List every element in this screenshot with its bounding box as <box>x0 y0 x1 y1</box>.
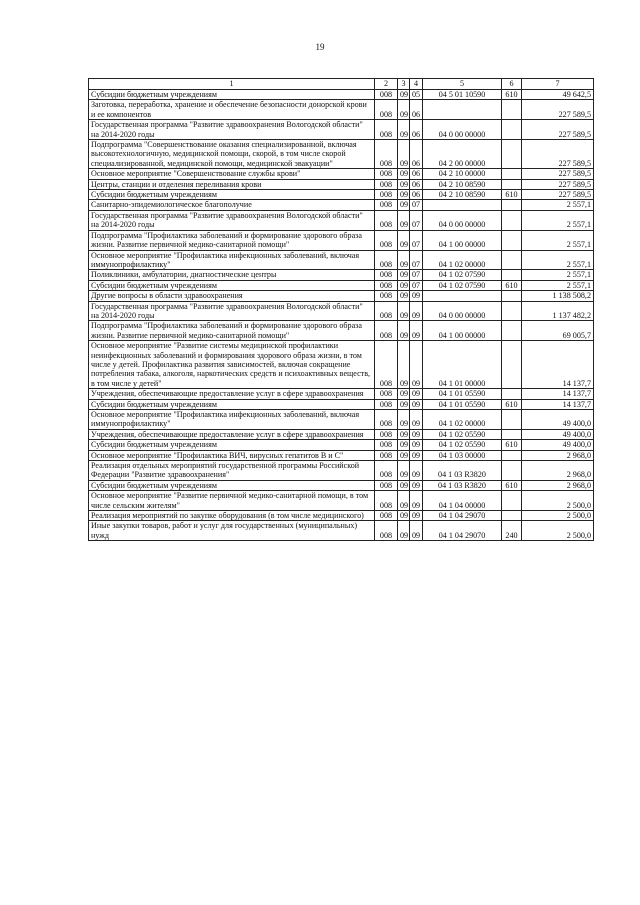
table-row <box>89 521 594 541</box>
header-row <box>89 79 594 90</box>
target-article-code: 04 5 01 10590 <box>423 90 502 100</box>
amount: 2 557,1 <box>522 250 594 270</box>
expense-type-code: 240 <box>502 521 522 541</box>
section-code: 09 <box>398 169 410 179</box>
row-name: Центры, станции и отделения переливания крови <box>89 179 375 189</box>
subsection-code: 06 <box>410 190 423 200</box>
expense-type-code <box>502 140 522 169</box>
section-code: 09 <box>398 341 410 389</box>
target-article-code: 04 2 10 00000 <box>423 169 502 179</box>
expense-type-code <box>502 250 522 270</box>
subsection-code: 09 <box>410 461 423 481</box>
subsection-code: 06 <box>410 169 423 179</box>
subsection-code: 09 <box>410 301 423 321</box>
ministry-code: 008 <box>375 291 398 301</box>
table-row <box>89 399 594 409</box>
subsection-code: 06 <box>410 100 423 120</box>
ministry-code: 008 <box>375 410 398 430</box>
expense-type-code <box>502 341 522 389</box>
subsection-code: 06 <box>410 120 423 140</box>
target-article-code: 04 1 02 05590 <box>423 429 502 439</box>
subsection-code: 09 <box>410 480 423 490</box>
ministry-code: 008 <box>375 480 398 490</box>
section-code: 09 <box>398 250 410 270</box>
amount: 2 968,0 <box>522 480 594 490</box>
expense-type-code: 610 <box>502 90 522 100</box>
table-row <box>89 169 594 179</box>
table-row <box>89 210 594 230</box>
section-code: 09 <box>398 450 410 460</box>
table-row <box>89 100 594 120</box>
table-row <box>89 179 594 189</box>
row-name: Санитарно-эпидемиологическое благополучие <box>89 200 375 210</box>
amount: 2 557,1 <box>522 230 594 250</box>
subsection-code: 09 <box>410 321 423 341</box>
header-cell: 2 <box>375 79 398 90</box>
ministry-code: 008 <box>375 461 398 481</box>
target-article-code: 04 2 10 08590 <box>423 179 502 189</box>
subsection-code: 07 <box>410 210 423 230</box>
target-article-code: 04 1 00 00000 <box>423 321 502 341</box>
ministry-code: 008 <box>375 389 398 399</box>
target-article-code: 04 1 01 05590 <box>423 399 502 409</box>
table-row <box>89 491 594 511</box>
header-cell: 7 <box>522 79 594 90</box>
amount: 2 557,1 <box>522 280 594 290</box>
amount: 227 589,5 <box>522 120 594 140</box>
subsection-code: 09 <box>410 389 423 399</box>
table-row <box>89 250 594 270</box>
ministry-code: 008 <box>375 270 398 280</box>
expense-type-code <box>502 291 522 301</box>
table-row <box>89 429 594 439</box>
target-article-code: 04 2 00 00000 <box>423 140 502 169</box>
table-row <box>89 341 594 389</box>
subsection-code: 06 <box>410 140 423 169</box>
subsection-code: 09 <box>410 429 423 439</box>
table-row <box>89 291 594 301</box>
section-code: 09 <box>398 521 410 541</box>
ministry-code: 008 <box>375 230 398 250</box>
amount: 227 589,5 <box>522 190 594 200</box>
expense-type-code <box>502 389 522 399</box>
table-body <box>89 79 594 541</box>
subsection-code: 07 <box>410 250 423 270</box>
section-code: 09 <box>398 270 410 280</box>
row-name: Основное мероприятие "Совершенствование службы крови" <box>89 169 375 179</box>
expense-type-code: 610 <box>502 280 522 290</box>
expense-type-code <box>502 179 522 189</box>
expense-type-code <box>502 321 522 341</box>
row-name: Основное мероприятие "Профилактика ВИЧ, вирусных гепатитов В и С" <box>89 450 375 460</box>
ministry-code: 008 <box>375 321 398 341</box>
table-row <box>89 480 594 490</box>
target-article-code: 04 1 04 29070 <box>423 511 502 521</box>
row-name: Субсидии бюджетным учреждениям <box>89 90 375 100</box>
header-cell: 1 <box>89 79 375 90</box>
amount: 49 642,5 <box>522 90 594 100</box>
ministry-code: 008 <box>375 100 398 120</box>
section-code: 09 <box>398 399 410 409</box>
table-row <box>89 321 594 341</box>
subsection-code: 05 <box>410 90 423 100</box>
ministry-code: 008 <box>375 450 398 460</box>
target-article-code: 04 0 00 00000 <box>423 120 502 140</box>
row-name: Государственная программа "Развитие здравоохранения Вологодской области" на 2014-2020 годы <box>89 210 375 230</box>
target-article-code: 04 2 10 08590 <box>423 190 502 200</box>
row-name: Основное мероприятие "Развитие первичной медико-санитарной помощи, в том числе сельским жителям" <box>89 491 375 511</box>
amount: 14 137,7 <box>522 399 594 409</box>
amount: 2 500,0 <box>522 521 594 541</box>
expense-type-code: 610 <box>502 399 522 409</box>
expense-type-code <box>502 301 522 321</box>
section-code: 09 <box>398 410 410 430</box>
header-cell: 5 <box>423 79 502 90</box>
section-code: 09 <box>398 511 410 521</box>
target-article-code: 04 1 03 R3820 <box>423 461 502 481</box>
row-name: Субсидии бюджетным учреждениям <box>89 480 375 490</box>
target-article-code: 04 1 02 07590 <box>423 270 502 280</box>
section-code: 09 <box>398 200 410 210</box>
row-name: Субсидии бюджетным учреждениям <box>89 399 375 409</box>
expense-type-code <box>502 210 522 230</box>
amount: 14 137,7 <box>522 341 594 389</box>
table-row <box>89 190 594 200</box>
target-article-code: 04 1 04 00000 <box>423 491 502 511</box>
expense-type-code <box>502 450 522 460</box>
amount: 49 400,0 <box>522 410 594 430</box>
section-code: 09 <box>398 140 410 169</box>
section-code: 09 <box>398 480 410 490</box>
expense-type-code <box>502 169 522 179</box>
row-name: Учреждения, обеспечивающие предоставление услуг в сфере здравоохранения <box>89 429 375 439</box>
subsection-code: 09 <box>410 410 423 430</box>
amount: 227 589,5 <box>522 140 594 169</box>
ministry-code: 008 <box>375 90 398 100</box>
section-code: 09 <box>398 301 410 321</box>
row-name: Учреждения, обеспечивающие предоставление услуг в сфере здравоохранения <box>89 389 375 399</box>
section-code: 09 <box>398 280 410 290</box>
row-name: Поликлиники, амбулатории, диагностические центры <box>89 270 375 280</box>
expense-type-code <box>502 270 522 280</box>
row-name: Подпрограмма "Профилактика заболеваний и формирование здорового образа жизни. Развитие первичной медико-санитарной помощи" <box>89 321 375 341</box>
table-row <box>89 511 594 521</box>
subsection-code: 07 <box>410 280 423 290</box>
expense-type-code <box>502 120 522 140</box>
target-article-code <box>423 200 502 210</box>
expense-type-code <box>502 230 522 250</box>
ministry-code: 008 <box>375 521 398 541</box>
section-code: 09 <box>398 429 410 439</box>
target-article-code: 04 1 03 00000 <box>423 450 502 460</box>
section-code: 09 <box>398 230 410 250</box>
target-article-code <box>423 100 502 120</box>
ministry-code: 008 <box>375 280 398 290</box>
expense-type-code: 610 <box>502 190 522 200</box>
table-row <box>89 90 594 100</box>
section-code: 09 <box>398 461 410 481</box>
target-article-code: 04 0 00 00000 <box>423 210 502 230</box>
amount: 69 005,7 <box>522 321 594 341</box>
table-row <box>89 270 594 280</box>
amount: 227 589,5 <box>522 100 594 120</box>
ministry-code: 008 <box>375 511 398 521</box>
subsection-code: 09 <box>410 450 423 460</box>
header-cell: 6 <box>502 79 522 90</box>
expense-type-code <box>502 100 522 120</box>
subsection-code: 06 <box>410 179 423 189</box>
section-code: 09 <box>398 491 410 511</box>
target-article-code: 04 1 04 29070 <box>423 521 502 541</box>
section-code: 09 <box>398 190 410 200</box>
ministry-code: 008 <box>375 429 398 439</box>
subsection-code: 09 <box>410 341 423 389</box>
table-row <box>89 230 594 250</box>
subsection-code: 09 <box>410 521 423 541</box>
ministry-code: 008 <box>375 250 398 270</box>
target-article-code: 04 1 02 00000 <box>423 410 502 430</box>
target-article-code: 04 1 03 R3820 <box>423 480 502 490</box>
amount: 227 589,5 <box>522 179 594 189</box>
expense-type-code <box>502 410 522 430</box>
row-name: Субсидии бюджетным учреждениям <box>89 440 375 450</box>
subsection-code: 07 <box>410 230 423 250</box>
row-name: Другие вопросы в области здравоохранения <box>89 291 375 301</box>
ministry-code: 008 <box>375 179 398 189</box>
row-name: Субсидии бюджетным учреждениям <box>89 280 375 290</box>
target-article-code: 04 1 01 05590 <box>423 389 502 399</box>
target-article-code: 04 1 02 00000 <box>423 250 502 270</box>
target-article-code <box>423 291 502 301</box>
amount: 49 400,0 <box>522 429 594 439</box>
ministry-code: 008 <box>375 491 398 511</box>
ministry-code: 008 <box>375 140 398 169</box>
expense-type-code <box>502 511 522 521</box>
amount: 2 557,1 <box>522 200 594 210</box>
amount: 49 400,0 <box>522 440 594 450</box>
expense-type-code <box>502 429 522 439</box>
subsection-code: 09 <box>410 291 423 301</box>
row-name: Реализация отдельных мероприятий государственной программы Российской Федерации "Развитие здравоохранения" <box>89 461 375 481</box>
row-name: Государственная программа "Развитие здравоохранения Вологодской области" на 2014-2020 годы <box>89 120 375 140</box>
target-article-code: 04 1 02 05590 <box>423 440 502 450</box>
target-article-code: 04 0 00 00000 <box>423 301 502 321</box>
ministry-code: 008 <box>375 169 398 179</box>
subsection-code: 09 <box>410 399 423 409</box>
row-name: Основное мероприятие "Развитие системы медицинской профилактики неинфекционных заболеваний и формирования здорового образа жизни, в том числе у детей. Профилактика развития зависимостей, включая сокращение потребления табака, алкоголя, наркотических средств и психоактивных веществ, в том числе у детей" <box>89 341 375 389</box>
header-cell: 3 <box>398 79 410 90</box>
ministry-code: 008 <box>375 341 398 389</box>
amount: 2 500,0 <box>522 511 594 521</box>
subsection-code: 09 <box>410 440 423 450</box>
table-row <box>89 301 594 321</box>
row-name: Реализация мероприятий по закупке оборудования (в том числе медицинского) <box>89 511 375 521</box>
section-code: 09 <box>398 100 410 120</box>
section-code: 09 <box>398 179 410 189</box>
table-row <box>89 410 594 430</box>
amount: 227 589,5 <box>522 169 594 179</box>
row-name: Подпрограмма "Профилактика заболеваний и формирование здорового образа жизни. Развитие первичной медико-санитарной помощи" <box>89 230 375 250</box>
row-name: Основное мероприятие "Профилактика инфекционных заболеваний, включая иммунопрофилактику" <box>89 250 375 270</box>
ministry-code: 008 <box>375 120 398 140</box>
subsection-code: 07 <box>410 200 423 210</box>
amount: 14 137,7 <box>522 389 594 399</box>
ministry-code: 008 <box>375 399 398 409</box>
amount: 2 968,0 <box>522 461 594 481</box>
table-row <box>89 461 594 481</box>
table-row <box>89 280 594 290</box>
section-code: 09 <box>398 90 410 100</box>
expense-type-code <box>502 200 522 210</box>
section-code: 09 <box>398 389 410 399</box>
section-code: 09 <box>398 321 410 341</box>
target-article-code: 04 1 00 00000 <box>423 230 502 250</box>
budget-table <box>88 78 594 541</box>
subsection-code: 09 <box>410 491 423 511</box>
row-name: Субсидии бюджетным учреждениям <box>89 190 375 200</box>
ministry-code: 008 <box>375 190 398 200</box>
section-code: 09 <box>398 291 410 301</box>
section-code: 09 <box>398 210 410 230</box>
expense-type-code <box>502 461 522 481</box>
table-row <box>89 389 594 399</box>
table-row <box>89 140 594 169</box>
amount: 2 557,1 <box>522 270 594 280</box>
subsection-code: 09 <box>410 511 423 521</box>
table-row <box>89 200 594 210</box>
header-cell: 4 <box>410 79 423 90</box>
amount: 1 138 508,2 <box>522 291 594 301</box>
subsection-code: 07 <box>410 270 423 280</box>
expense-type-code <box>502 491 522 511</box>
row-name: Заготовка, переработка, хранение и обеспечение безопасности донорской крови и ее компонентов <box>89 100 375 120</box>
target-article-code: 04 1 01 00000 <box>423 341 502 389</box>
ministry-code: 008 <box>375 301 398 321</box>
target-article-code: 04 1 02 07590 <box>423 280 502 290</box>
row-name: Государственная программа "Развитие здравоохранения Вологодской области" на 2014-2020 годы <box>89 301 375 321</box>
table-row <box>89 120 594 140</box>
amount: 2 968,0 <box>522 450 594 460</box>
expense-type-code: 610 <box>502 480 522 490</box>
page-number: 19 <box>315 42 325 52</box>
table-row <box>89 440 594 450</box>
table-row <box>89 450 594 460</box>
amount: 2 500,0 <box>522 491 594 511</box>
amount: 2 557,1 <box>522 210 594 230</box>
row-name: Иные закупки товаров, работ и услуг для государственных (муниципальных) нужд <box>89 521 375 541</box>
amount: 1 137 482,2 <box>522 301 594 321</box>
section-code: 09 <box>398 440 410 450</box>
row-name: Подпрограмма "Совершенствование оказания специализированной, включая высокотехнологичную, медицинской помощи, скорой, в том числе скорой специализированной, медицинской помощи, медицинской эвакуации" <box>89 140 375 169</box>
ministry-code: 008 <box>375 210 398 230</box>
section-code: 09 <box>398 120 410 140</box>
ministry-code: 008 <box>375 440 398 450</box>
ministry-code: 008 <box>375 200 398 210</box>
expense-type-code: 610 <box>502 440 522 450</box>
row-name: Основное мероприятие "Профилактика инфекционных заболеваний, включая иммунопрофилактику" <box>89 410 375 430</box>
